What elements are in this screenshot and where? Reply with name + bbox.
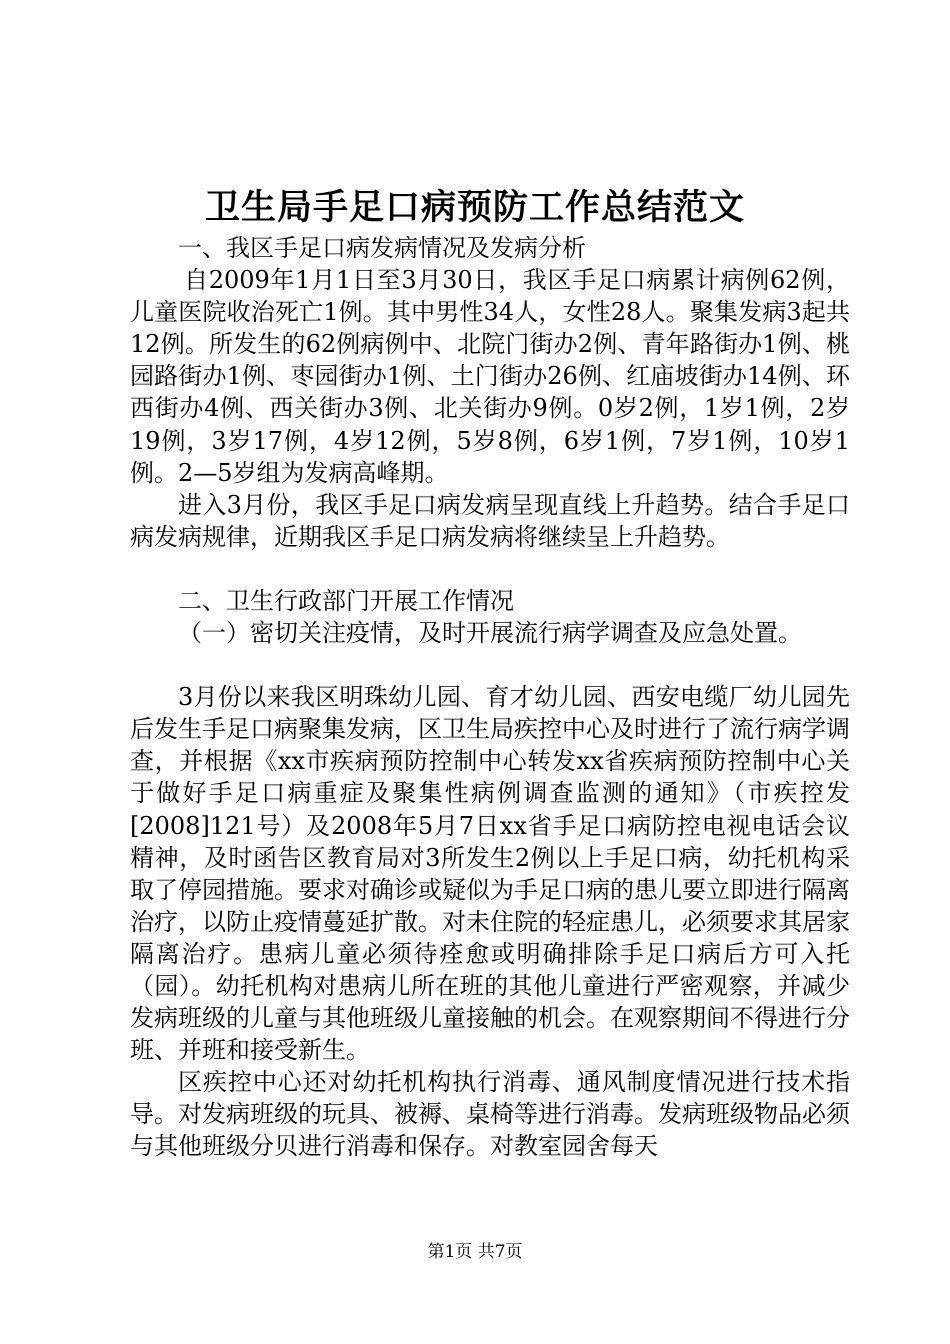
- blank-line: [130, 553, 850, 585]
- page-number-footer: 第1页 共7页: [427, 1242, 523, 1262]
- section-heading-2: 二、卫生行政部门开展工作情况: [178, 586, 514, 615]
- paragraph-trend: 进入3月份，我区手足口病发病呈现直线上升趋势。结合手足口病发病规律，近期我区手足口病发病将继续呈上升趋势。: [130, 490, 850, 551]
- paragraph-disinfection: 区疾控中心还对幼托机构执行消毒、通风制度情况进行技术指导。对发病班级的玩具、被褥、桌椅等进行消毒。发病班级物品必须与其他班级分贝进行消毒和保存。对教室园舍每天: [130, 1068, 850, 1161]
- document-title: 卫生局手足口病预防工作总结范文: [204, 187, 745, 228]
- section-heading-1: 一、我区手足口病发病情况及发病分析: [178, 234, 586, 262]
- subsection-heading-1: （一）密切关注疫情，及时开展流行病学调查及应急处置。: [178, 619, 802, 648]
- blank-line: [130, 649, 850, 681]
- paragraph-response-measures: 3月份以来我区明珠幼儿园、育才幼儿园、西安电缆厂幼儿园先后发生手足口病聚集发病，区卫生局疾控中心及时进行了流行病学调查，并根据《xx市疾病预防控制中心转发xx省疾病预防控制中心关于做好手足口病重症及聚集性病例调查监测的通知》（市疾控发[2008]121号）及2008年5月7日xx省手足口病防控电视电话会议精神，及时函告区教育局对3所发生2例以上手足口病，幼托机构采取了停园措施。要求对确诊或疑似为手足口病的患儿要立即进行隔离治疗，以防止疫情蔓延扩散。对未住院的轻症患儿，必须要求其居家隔离治疗。患病儿童必须待痊愈或明确排除手足口病后方可入托（园）。幼托机构对患病儿所在班的其他儿童进行严密观察，并减少发病班级的儿童与其他班级儿童接触的机会。在观察期间不得进行分班、并班和接受新生。: [130, 683, 850, 1065]
- document-body: [130, 232, 850, 1163]
- paragraph-case-statistics: 自2009年1月1日至3月30日，我区手足口病累计病例62例，儿童医院收治死亡1例。其中男性34人，女性28人。聚集发病3起共12例。所发生的62例病例中、北院门街办2例、青年路街办1例、桃园路街办1例、枣园街办1例、土门街办26例、红庙坡街办14例、环西街办4例、西关街办3例、北关街办9例。0岁2例，1岁1例，2岁19例，3岁17例，4岁12例，5岁8例，6岁1例，7岁1例，10岁1例。2—5岁组为发病高峰期。: [130, 266, 850, 487]
